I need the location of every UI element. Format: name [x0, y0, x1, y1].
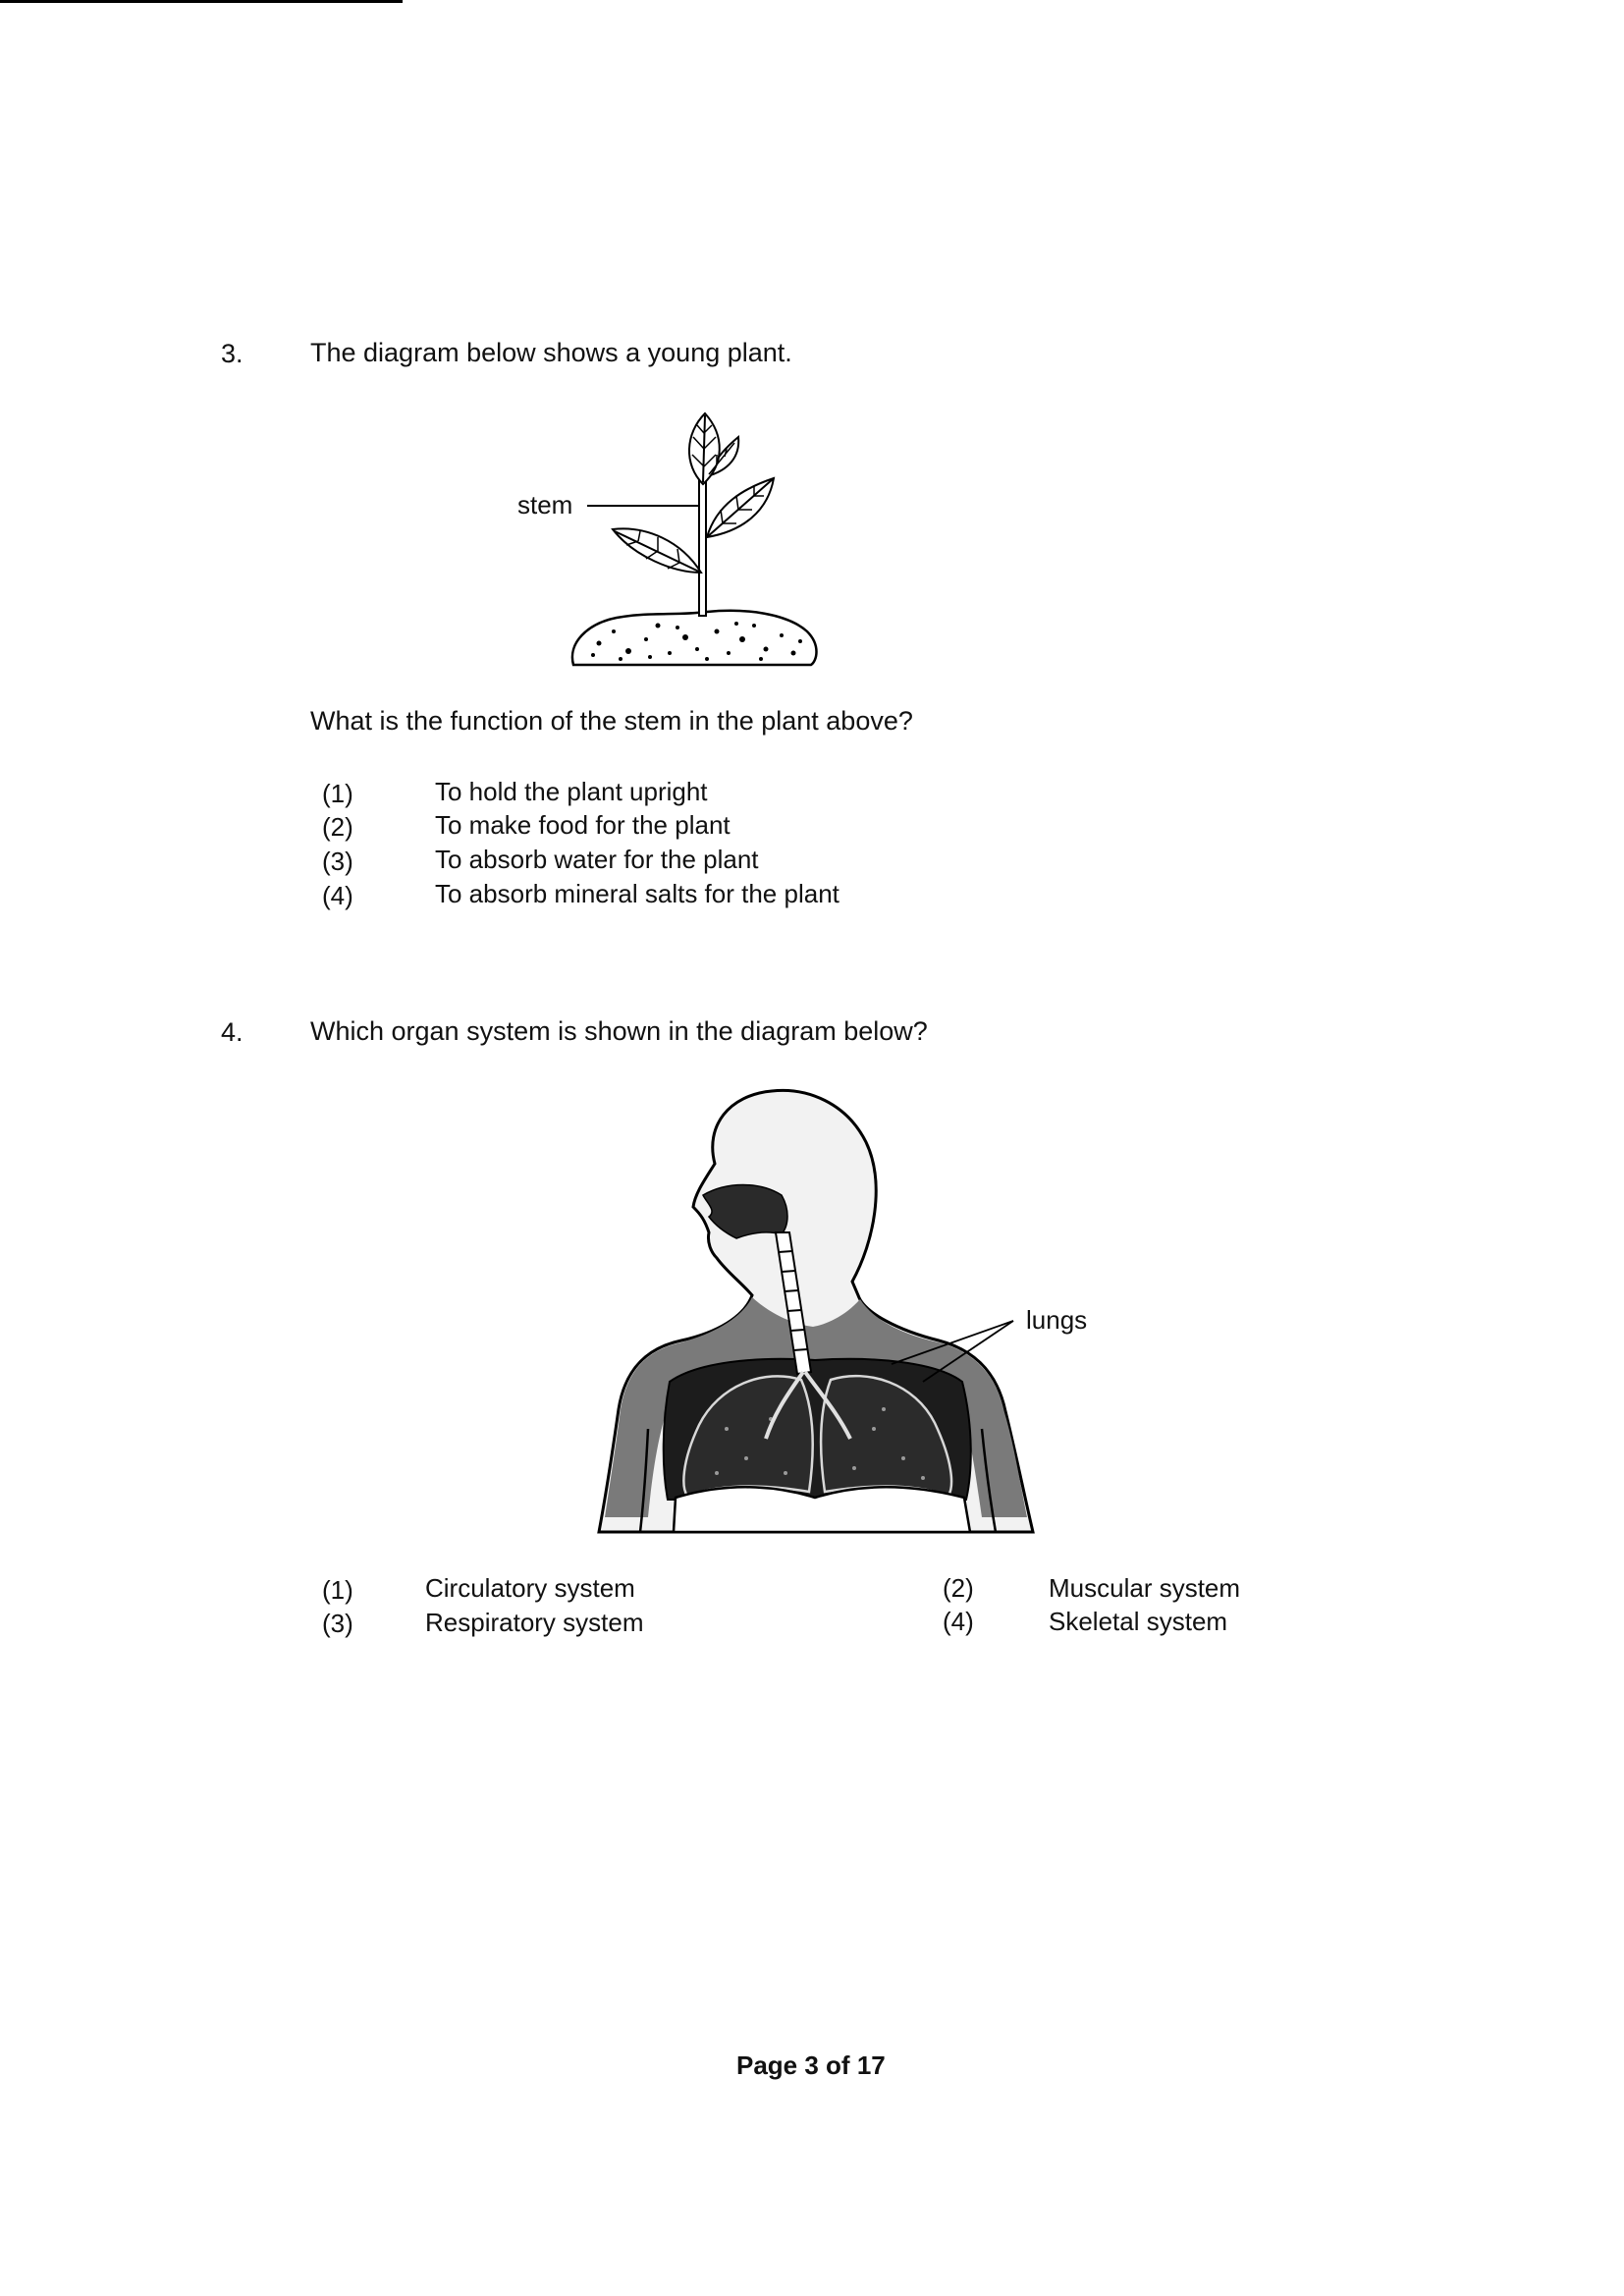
option-text: Muscular system [1049, 1573, 1241, 1603]
left-leaf [613, 528, 701, 573]
question-4-prompt: Which organ system is shown in the diagram below? [310, 1016, 928, 1046]
option-number: (3) [322, 1609, 353, 1638]
question-3-question: What is the function of the stem in the plant above? [310, 706, 913, 736]
option-text: Respiratory system [425, 1608, 644, 1637]
option-number: (4) [943, 1607, 974, 1636]
option-number: (1) [322, 1575, 353, 1605]
option-text: To hold the plant upright [435, 777, 708, 806]
right-leaf [707, 478, 774, 537]
scan-edge-line [0, 0, 403, 3]
option-text: Skeletal system [1049, 1607, 1228, 1636]
soil-mound [572, 611, 817, 665]
option-text: To make food for the plant [435, 810, 731, 840]
stem-label: stem [517, 490, 573, 519]
lungs-label: lungs [1026, 1305, 1088, 1335]
young-plant-diagram [560, 408, 835, 678]
top-leaves [689, 413, 738, 484]
page-number: Page 3 of 17 [736, 2050, 886, 2080]
option-text: Circulatory system [425, 1573, 635, 1603]
respiratory-system-diagram [579, 1085, 1041, 1537]
option-number: (2) [943, 1573, 974, 1603]
option-text: To absorb mineral salts for the plant [435, 879, 839, 908]
question-4-number: 4. [221, 1017, 244, 1047]
option-text: To absorb water for the plant [435, 845, 759, 874]
option-number: (1) [322, 779, 353, 808]
question-3-number: 3. [221, 339, 244, 368]
option-number: (2) [322, 812, 353, 842]
question-3-prompt: The diagram below shows a young plant. [310, 338, 792, 367]
option-number: (4) [322, 881, 353, 910]
option-number: (3) [322, 847, 353, 876]
